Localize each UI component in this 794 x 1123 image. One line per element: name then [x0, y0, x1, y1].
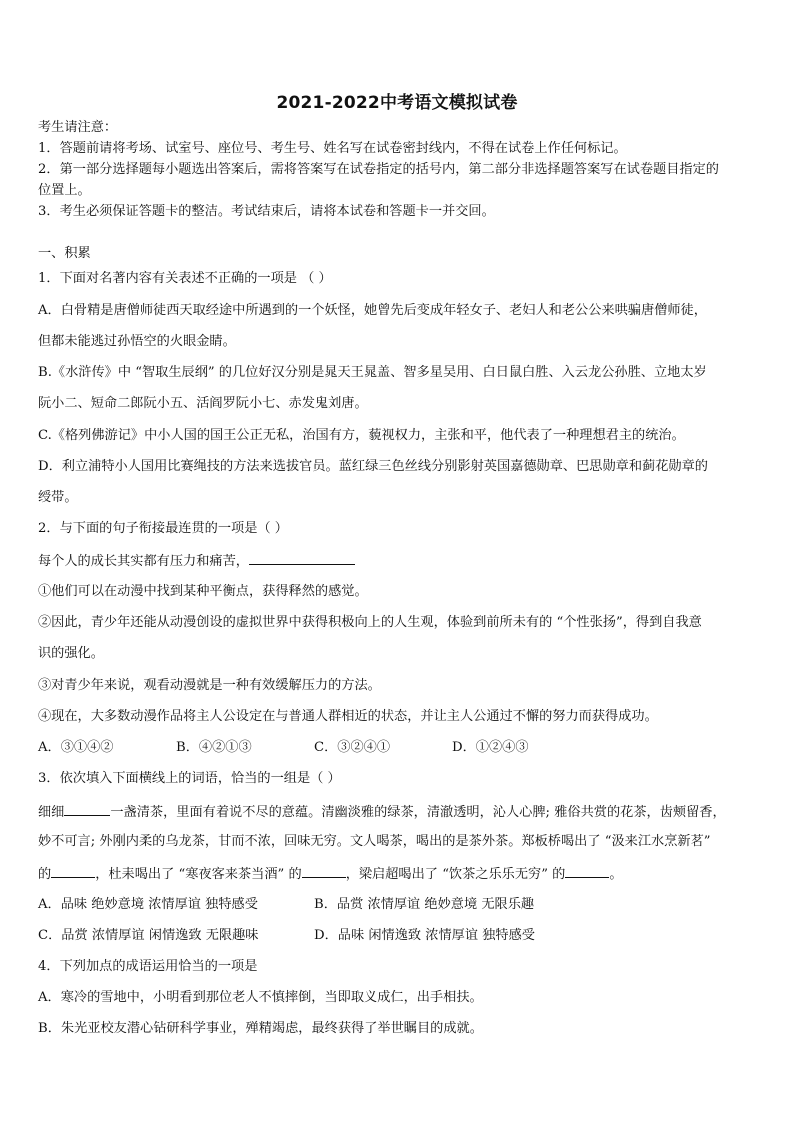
page-title: 2021-2022中考语文模拟试卷 — [276, 93, 518, 113]
notice-item: 位置上。 — [38, 183, 91, 198]
passage-text: ，梁启超喝出了 “饮茶之乐乐无穷” 的 — [345, 867, 566, 882]
question-lead — [38, 550, 355, 572]
answer-option-a: A．品味 绝妙意境 浓情厚谊 独特感受 — [38, 897, 258, 912]
option-line: 但都未能逃过孙悟空的火眼金睛。 — [38, 334, 236, 349]
passage-line — [38, 801, 726, 823]
answer-option-d: D．品味 闲情逸致 浓情厚谊 独特感受 — [314, 928, 535, 943]
passage-text: 。 — [609, 867, 623, 882]
passage-text: ，杜耒喝出了 “寒夜客来茶当酒” 的 — [95, 867, 302, 882]
answer-option-d: D．①②④③ — [452, 740, 529, 755]
passage-line — [38, 863, 623, 885]
passage-text: 的 — [38, 867, 52, 882]
question-stem: 3．依次填入下面横线上的词语，恰当的一组是（ ） — [38, 771, 341, 786]
option-line: B．朱光亚校友潜心钻研科学事业，殚精竭虑，最终获得了举世瞩目的成就。 — [38, 1021, 483, 1036]
sentence-line: 识的强化。 — [38, 646, 104, 661]
answer-blank[interactable] — [249, 550, 355, 565]
answer-option-b: B．品赏 浓情厚谊 绝妙意境 无限乐趣 — [314, 897, 535, 912]
sentence-line: ④现在，大多数动漫作品将主人公设定在与普通人群相近的状态，并让主人公通过不懈的努力而获得成功。 — [38, 709, 658, 724]
answer-blank[interactable] — [302, 863, 346, 878]
passage-text: 一盏清茶，里面有着说不尽的意蕴。清幽淡雅的绿茶，清澈透明，沁人心脾; 雅俗共赏的花茶，齿颊留香， — [110, 805, 726, 820]
answer-option-a: A．③①④② — [38, 740, 114, 755]
answer-option-c: C．品赏 浓情厚谊 闲情逸致 无限趣味 — [38, 928, 259, 943]
passage-line: 妙不可言; 外刚内柔的乌龙茶，甘而不浓，回味无穷。文人喝茶，喝出的是茶外茶。郑板桥喝出了 “汲来江水烹新茗” — [38, 834, 711, 849]
option-line: C.《格列佛游记》中小人国的国王公正无私，治国有方，藐视权力，主张和平，他代表了一种理想君主的统治。 — [38, 428, 685, 443]
sentence-line: ③对青少年来说，观看动漫就是一种有效缓解压力的方法。 — [38, 678, 381, 693]
sentence-line: ①他们可以在动漫中找到某种平衡点，获得释然的感觉。 — [38, 584, 368, 599]
option-line: D．利立浦特小人国用比赛绳技的方法来选拔官员。蓝红绿三色丝线分别影射英国嘉德勋章、巴思勋章和蓟花勋章的 — [38, 459, 708, 474]
question-stem: 1．下面对名著内容有关表述不正确的一项是 （ ） — [38, 271, 332, 286]
lead-text: 每个人的成长其实都有压力和痛苦， — [38, 554, 249, 569]
section-heading: 一、积累 — [38, 246, 91, 261]
answer-blank[interactable] — [51, 863, 95, 878]
answer-blank[interactable] — [565, 863, 609, 878]
answer-option-c: C．③②④① — [314, 740, 391, 755]
option-line: 绶带。 — [38, 490, 78, 505]
answer-blank[interactable] — [64, 801, 110, 816]
notice-heading: 考生请注意： — [38, 120, 118, 135]
passage-text: 细细 — [38, 805, 65, 820]
option-line: A．寒冷的雪地中，小明看到那位老人不慎摔倒，当即取义成仁，出手相扶。 — [38, 990, 483, 1005]
notice-item: 2．第一部分选择题每小题选出答案后，需将答案写在试卷指定的括号内，第二部分非选择题答案写在试卷题目指定的 — [38, 162, 719, 177]
notice-item: 1．答题前请将考场、试室号、座位号、考生号、姓名写在试卷密封线内，不得在试卷上作任何标记。 — [38, 141, 627, 156]
notice-item: 3．考生必须保证答题卡的整洁。考试结束后，请将本试卷和答题卡一并交回。 — [38, 204, 495, 219]
option-line: 阮小二、短命二郎阮小五、活阎罗阮小七、赤发鬼刘唐。 — [38, 396, 368, 411]
question-stem: 4．下列加点的成语运用恰当的一项是 — [38, 959, 258, 974]
question-stem: 2．与下面的句子衔接最连贯的一项是（ ） — [38, 521, 288, 536]
answer-option-b: B．④②①③ — [176, 740, 252, 755]
option-line: B.《水浒传》中 “智取生辰纲” 的几位好汉分别是晁天王晁盖、智多星吴用、白日鼠白胜、入云龙公孙胜、立地太岁 — [38, 365, 707, 380]
option-line: A．白骨精是唐僧师徒西天取经途中所遇到的一个妖怪，她曾先后变成年轻女子、老妇人和老公公来哄骗唐僧师徒， — [38, 303, 707, 318]
sentence-line: ②因此，青少年还能从动漫创设的虚拟世界中获得积极向上的人生观，体验到前所未有的 “个性张扬”，得到自我意 — [38, 615, 702, 630]
